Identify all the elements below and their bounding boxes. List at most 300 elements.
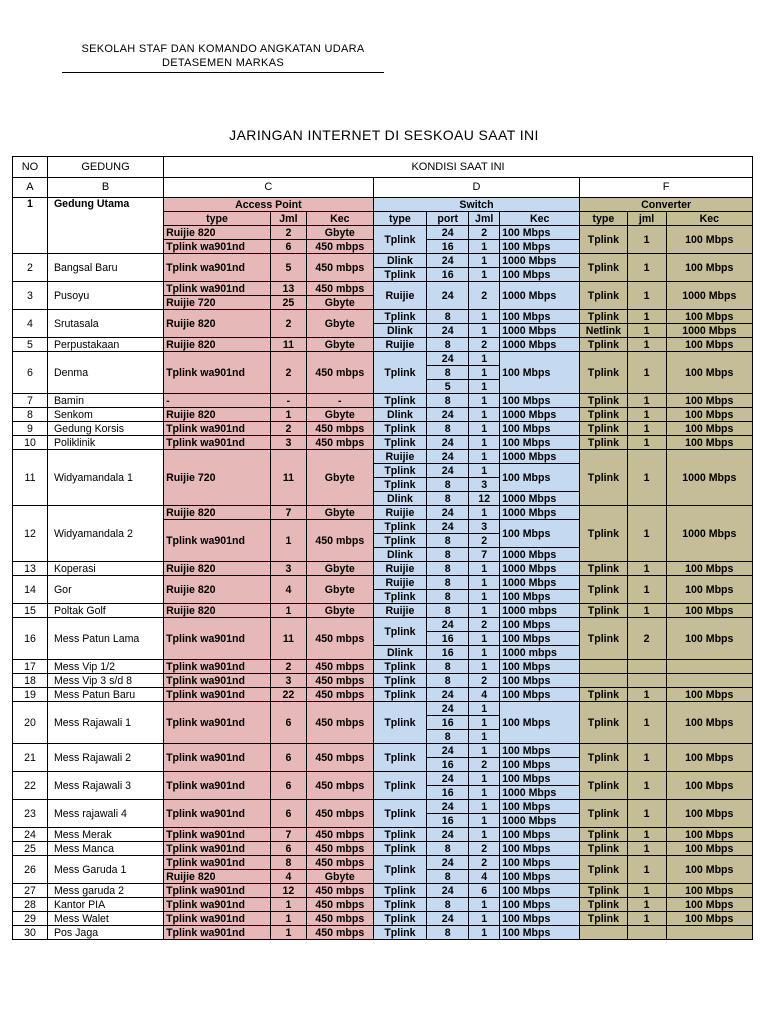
building-name: Poltak Golf	[47, 604, 163, 618]
converter-jml: 1	[627, 422, 666, 436]
switch-port: 24	[427, 464, 469, 478]
switch-port: 24	[427, 436, 469, 450]
ap-type: Tplink wa901nd	[164, 240, 271, 254]
switch-port: 24	[427, 884, 469, 898]
header-row-2	[13, 178, 753, 198]
ap-type: Ruijie 820	[164, 338, 271, 352]
converter-jml: 1	[627, 338, 666, 352]
switch-kec: 100 Mbps	[500, 702, 580, 744]
table-row	[13, 926, 753, 940]
header-b: B	[47, 178, 163, 198]
ap-kec: 450 mbps	[306, 660, 373, 674]
converter-kec: 100 Mbps	[666, 408, 752, 422]
converter-type	[580, 926, 627, 940]
converter-type: Tplink	[580, 254, 627, 282]
ap-type: Tplink wa901nd	[164, 744, 271, 772]
switch-type: Tplink	[373, 436, 426, 450]
table-row	[13, 912, 753, 926]
table-row	[13, 576, 753, 590]
table-row	[13, 506, 753, 520]
switch-port: 24	[427, 352, 469, 366]
ap-type: Tplink wa901nd	[164, 702, 271, 744]
ap-kec: Gbyte	[306, 226, 373, 240]
table-row	[13, 352, 753, 366]
switch-jml: 2	[469, 226, 500, 240]
ap-type: Tplink wa901nd	[164, 800, 271, 828]
switch-port: 24	[427, 688, 469, 702]
switch-kec: 100 Mbps	[500, 632, 580, 646]
converter-type: Tplink	[580, 576, 627, 604]
converter-type: Tplink	[580, 394, 627, 408]
ap-type: Tplink wa901nd	[164, 884, 271, 898]
converter-jml: 1	[627, 450, 666, 506]
ap-type: Tplink wa901nd	[164, 856, 271, 870]
converter-kec: 100 Mbps	[666, 800, 752, 828]
ap-kec: Gbyte	[306, 562, 373, 576]
ap-type: Tplink wa901nd	[164, 772, 271, 800]
building-name: Mess Vip 1/2	[47, 660, 163, 674]
converter-kec: 100 Mbps	[666, 604, 752, 618]
ap-jml: 6	[270, 800, 306, 828]
converter-jml: 1	[627, 842, 666, 856]
switch-type: Tplink	[373, 912, 426, 926]
switch-kec: 100 Mbps	[500, 464, 580, 492]
converter-type: Tplink	[580, 744, 627, 772]
switch-kec: 1000 Mbps	[500, 408, 580, 422]
table-row	[13, 562, 753, 576]
table-row	[13, 282, 753, 296]
switch-kec: 100 Mbps	[500, 590, 580, 604]
sub-cv-type: type	[580, 212, 627, 226]
switch-port: 8	[427, 310, 469, 324]
table-row	[13, 800, 753, 814]
header-a: A	[13, 178, 48, 198]
ap-kec: Gbyte	[306, 870, 373, 884]
row-number: 9	[13, 422, 48, 436]
switch-kec: 1000 Mbps	[500, 506, 580, 520]
header-row-1	[13, 157, 753, 178]
switch-port: 8	[427, 870, 469, 884]
converter-kec: 100 Mbps	[666, 618, 752, 660]
switch-jml: 7	[469, 548, 500, 562]
sub-sw-type: type	[373, 212, 426, 226]
switch-port: 8	[427, 478, 469, 492]
switch-port: 16	[427, 268, 469, 282]
converter-jml: 2	[627, 618, 666, 660]
building-name: Widyamandala 1	[47, 450, 163, 506]
row-number: 17	[13, 660, 48, 674]
ap-type: Ruijie 820	[164, 506, 271, 520]
switch-kec: 1000 Mbps	[500, 492, 580, 506]
sub-cv-jml: jml	[627, 212, 666, 226]
group-access-point: Access Point	[164, 198, 374, 212]
switch-type: Tplink	[373, 226, 426, 254]
switch-port: 24	[427, 828, 469, 842]
row-number: 13	[13, 562, 48, 576]
switch-jml: 1	[469, 352, 500, 366]
switch-port: 8	[427, 366, 469, 380]
ap-jml: 11	[270, 338, 306, 352]
converter-jml: 1	[627, 576, 666, 604]
converter-jml: 1	[627, 408, 666, 422]
switch-jml: 1	[469, 590, 500, 604]
switch-jml: 4	[469, 870, 500, 884]
table-row	[13, 450, 753, 464]
table-row	[13, 394, 753, 408]
table-row	[13, 254, 753, 268]
ap-jml: 25	[270, 296, 306, 310]
table-row	[13, 660, 753, 674]
table-row	[13, 828, 753, 842]
switch-type: Tplink	[373, 898, 426, 912]
row-number: 15	[13, 604, 48, 618]
converter-kec: 1000 Mbps	[666, 450, 752, 506]
switch-kec: 100 Mbps	[500, 744, 580, 758]
switch-kec: 1000 Mbps	[500, 562, 580, 576]
converter-kec: 100 Mbps	[666, 394, 752, 408]
building-name: Senkom	[47, 408, 163, 422]
converter-type: Tplink	[580, 884, 627, 898]
ap-jml: 1	[270, 926, 306, 940]
switch-kec: 1000 Mbps	[500, 786, 580, 800]
switch-type: Tplink	[373, 310, 426, 324]
switch-kec: 100 Mbps	[500, 240, 580, 254]
header-no: NO	[13, 157, 48, 178]
building-name: Srutasala	[47, 310, 163, 338]
switch-port: 8	[427, 576, 469, 590]
ap-type: Tplink wa901nd	[164, 282, 271, 296]
converter-jml: 1	[627, 604, 666, 618]
switch-type: Ruijie	[373, 576, 426, 590]
ap-kec: Gbyte	[306, 506, 373, 520]
converter-jml: 1	[627, 562, 666, 576]
ap-kec: 450 mbps	[306, 828, 373, 842]
ap-kec: 450 mbps	[306, 744, 373, 772]
ap-jml: 6	[270, 702, 306, 744]
switch-jml: 1	[469, 254, 500, 268]
row-number: 11	[13, 450, 48, 506]
converter-jml: 1	[627, 912, 666, 926]
switch-kec: 100 Mbps	[500, 870, 580, 884]
table-row	[13, 744, 753, 758]
header-d: D	[373, 178, 580, 198]
building-name: Mess Rajawali 1	[47, 702, 163, 744]
switch-jml: 1	[469, 576, 500, 590]
header-gedung: GEDUNG	[47, 157, 163, 178]
converter-jml: 1	[627, 310, 666, 324]
switch-jml: 1	[469, 828, 500, 842]
row-number: 20	[13, 702, 48, 744]
switch-port: 16	[427, 758, 469, 772]
row-number: 3	[13, 282, 48, 310]
building-name: Kantor PIA	[47, 898, 163, 912]
switch-port: 16	[427, 814, 469, 828]
switch-port: 8	[427, 604, 469, 618]
switch-kec: 100 Mbps	[500, 772, 580, 786]
ap-kec: 450 mbps	[306, 702, 373, 744]
ap-kec: 450 mbps	[306, 842, 373, 856]
building-name: Mess Walet	[47, 912, 163, 926]
row-number: 10	[13, 436, 48, 450]
switch-kec: 100 Mbps	[500, 758, 580, 772]
switch-kec: 1000 mbps	[500, 604, 580, 618]
switch-jml: 1	[469, 898, 500, 912]
switch-port: 24	[427, 772, 469, 786]
converter-jml	[627, 660, 666, 674]
converter-kec: 100 Mbps	[666, 688, 752, 702]
switch-port: 8	[427, 422, 469, 436]
row-number: 23	[13, 800, 48, 828]
ap-kec: 450 mbps	[306, 856, 373, 870]
ap-jml: 6	[270, 842, 306, 856]
building-name: Widyamandala 2	[47, 506, 163, 562]
row-number: 7	[13, 394, 48, 408]
switch-kec: 100 Mbps	[500, 884, 580, 898]
ap-type: Ruijie 820	[164, 310, 271, 338]
building-name: Mess Vip 3 s/d 8	[47, 674, 163, 688]
converter-kec: 100 Mbps	[666, 912, 752, 926]
switch-kec: 1000 Mbps	[500, 338, 580, 352]
converter-kec: 100 Mbps	[666, 422, 752, 436]
table-row	[13, 436, 753, 450]
ap-type: Ruijie 820	[164, 562, 271, 576]
ap-jml: 1	[270, 408, 306, 422]
ap-type: Tplink wa901nd	[164, 842, 271, 856]
switch-port: 24	[427, 856, 469, 870]
converter-jml: 1	[627, 744, 666, 772]
converter-type: Tplink	[580, 282, 627, 310]
switch-jml: 2	[469, 534, 500, 548]
converter-jml: 1	[627, 702, 666, 744]
switch-port: 8	[427, 548, 469, 562]
converter-kec: 100 Mbps	[666, 352, 752, 394]
building-name: Pos Jaga	[47, 926, 163, 940]
converter-jml: 1	[627, 436, 666, 450]
converter-jml: 1	[627, 800, 666, 828]
building-name: Bangsal Baru	[47, 254, 163, 282]
ap-kec: 450 mbps	[306, 618, 373, 660]
ap-type: Tplink wa901nd	[164, 422, 271, 436]
switch-type: Tplink	[373, 856, 426, 884]
ap-type: Tplink wa901nd	[164, 828, 271, 842]
switch-jml: 1	[469, 786, 500, 800]
row-number: 27	[13, 884, 48, 898]
building-name: Mess Merak	[47, 828, 163, 842]
switch-jml: 1	[469, 464, 500, 478]
building-name: Denma	[47, 352, 163, 394]
building-name: Pusoyu	[47, 282, 163, 310]
ap-kec: Gbyte	[306, 576, 373, 604]
switch-jml: 1	[469, 562, 500, 576]
switch-kec: 100 Mbps	[500, 674, 580, 688]
switch-port: 16	[427, 786, 469, 800]
switch-jml: 2	[469, 856, 500, 870]
switch-kec: 1000 Mbps	[500, 450, 580, 464]
ap-kec: 450 mbps	[306, 898, 373, 912]
converter-jml: 1	[627, 898, 666, 912]
switch-jml: 1	[469, 912, 500, 926]
org-name: SEKOLAH STAF DAN KOMANDO ANGKATAN UDARA	[81, 43, 365, 55]
switch-jml: 3	[469, 520, 500, 534]
row-number: 12	[13, 506, 48, 562]
converter-type: Tplink	[580, 450, 627, 506]
switch-port: 16	[427, 646, 469, 660]
switch-type: Tplink	[373, 828, 426, 842]
ap-kec: 450 mbps	[306, 688, 373, 702]
ap-type: Ruijie 720	[164, 296, 271, 310]
ap-kec: 450 mbps	[306, 240, 373, 254]
ap-kec: 450 mbps	[306, 884, 373, 898]
switch-port: 8	[427, 730, 469, 744]
converter-kec: 100 Mbps	[666, 338, 752, 352]
ap-type: Tplink wa901nd	[164, 520, 271, 562]
converter-kec: 100 Mbps	[666, 254, 752, 282]
ap-jml: -	[270, 394, 306, 408]
row-number: 16	[13, 618, 48, 660]
ap-jml: 8	[270, 856, 306, 870]
switch-jml: 1	[469, 604, 500, 618]
building-name: Mess garuda 2	[47, 884, 163, 898]
switch-type: Tplink	[373, 590, 426, 604]
row-number: 19	[13, 688, 48, 702]
converter-type: Tplink	[580, 506, 627, 562]
ap-type: Tplink wa901nd	[164, 898, 271, 912]
converter-kec: 100 Mbps	[666, 856, 752, 884]
table-row	[13, 884, 753, 898]
switch-port: 8	[427, 842, 469, 856]
switch-jml: 1	[469, 506, 500, 520]
switch-port: 16	[427, 240, 469, 254]
switch-kec: 1000 Mbps	[500, 282, 580, 310]
switch-kec: 100 Mbps	[500, 422, 580, 436]
ap-type: Ruijie 720	[164, 450, 271, 506]
ap-type: Ruijie 820	[164, 870, 271, 884]
switch-type: Dlink	[373, 548, 426, 562]
switch-type: Ruijie	[373, 338, 426, 352]
converter-type: Tplink	[580, 702, 627, 744]
switch-jml: 2	[469, 842, 500, 856]
converter-kec: 100 Mbps	[666, 744, 752, 772]
switch-kec: 100 Mbps	[500, 352, 580, 394]
switch-type: Tplink	[373, 744, 426, 772]
ap-jml: 11	[270, 618, 306, 660]
building-name: Gor	[47, 576, 163, 604]
switch-type: Dlink	[373, 254, 426, 268]
converter-type: Tplink	[580, 604, 627, 618]
switch-jml: 1	[469, 646, 500, 660]
ap-jml: 2	[270, 352, 306, 394]
converter-kec: 100 Mbps	[666, 772, 752, 800]
switch-port: 24	[427, 408, 469, 422]
switch-kec: 100 Mbps	[500, 618, 580, 632]
row-number: 1	[13, 198, 48, 254]
switch-type: Tplink	[373, 422, 426, 436]
switch-port: 8	[427, 590, 469, 604]
sub-sw-kec: Kec	[500, 212, 580, 226]
converter-kec: 100 Mbps	[666, 310, 752, 324]
switch-kec: 100 Mbps	[500, 842, 580, 856]
converter-kec: 100 Mbps	[666, 898, 752, 912]
switch-kec: 1000 mbps	[500, 646, 580, 660]
switch-kec: 1000 Mbps	[500, 324, 580, 338]
switch-port: 8	[427, 492, 469, 506]
switch-port: 24	[427, 520, 469, 534]
building-name: Mess Garuda 1	[47, 856, 163, 884]
header-f: F	[580, 178, 753, 198]
switch-type: Tplink	[373, 842, 426, 856]
switch-port: 24	[427, 744, 469, 758]
converter-jml: 1	[627, 772, 666, 800]
row-number: 5	[13, 338, 48, 352]
ap-jml: 1	[270, 898, 306, 912]
converter-kec: 1000 Mbps	[666, 282, 752, 310]
ap-kec: Gbyte	[306, 450, 373, 506]
ap-kec: 450 mbps	[306, 436, 373, 450]
switch-kec: 100 Mbps	[500, 310, 580, 324]
ap-jml: 4	[270, 576, 306, 604]
switch-type: Tplink	[373, 674, 426, 688]
switch-port: 5	[427, 380, 469, 394]
ap-jml: 1	[270, 912, 306, 926]
switch-kec: 100 Mbps	[500, 268, 580, 282]
converter-type: Tplink	[580, 898, 627, 912]
ap-kec: Gbyte	[306, 310, 373, 338]
ap-kec: Gbyte	[306, 408, 373, 422]
switch-kec: 1000 Mbps	[500, 254, 580, 268]
ap-jml: 1	[270, 604, 306, 618]
building-name: Mess Patun Lama	[47, 618, 163, 660]
ap-type: Tplink wa901nd	[164, 660, 271, 674]
ap-kec: Gbyte	[306, 296, 373, 310]
row-number: 24	[13, 828, 48, 842]
converter-jml	[627, 926, 666, 940]
switch-kec: 1000 Mbps	[500, 548, 580, 562]
converter-kec: 100 Mbps	[666, 884, 752, 898]
switch-kec: 100 Mbps	[500, 800, 580, 814]
converter-kec	[666, 674, 752, 688]
switch-type: Tplink	[373, 394, 426, 408]
switch-kec: 100 Mbps	[500, 394, 580, 408]
switch-type: Tplink	[373, 520, 426, 534]
converter-type: Tplink	[580, 618, 627, 660]
converter-type: Tplink	[580, 436, 627, 450]
header-underline	[62, 72, 384, 73]
row-number: 14	[13, 576, 48, 604]
network-table	[12, 156, 753, 940]
ap-jml: 2	[270, 226, 306, 240]
switch-port: 8	[427, 338, 469, 352]
switch-type: Dlink	[373, 324, 426, 338]
switch-port: 8	[427, 534, 469, 548]
ap-jml: 12	[270, 884, 306, 898]
converter-type	[580, 660, 627, 674]
switch-jml: 4	[469, 688, 500, 702]
row-number: 6	[13, 352, 48, 394]
ap-jml: 2	[270, 310, 306, 338]
ap-kec: 450 mbps	[306, 422, 373, 436]
table-row	[13, 422, 753, 436]
row-number: 29	[13, 912, 48, 926]
ap-jml: 11	[270, 450, 306, 506]
converter-type: Tplink	[580, 772, 627, 800]
switch-type: Tplink	[373, 464, 426, 478]
switch-port: 24	[427, 506, 469, 520]
switch-jml: 2	[469, 618, 500, 632]
row-number: 18	[13, 674, 48, 688]
switch-jml: 1	[469, 422, 500, 436]
table-row	[13, 338, 753, 352]
switch-jml: 1	[469, 730, 500, 744]
